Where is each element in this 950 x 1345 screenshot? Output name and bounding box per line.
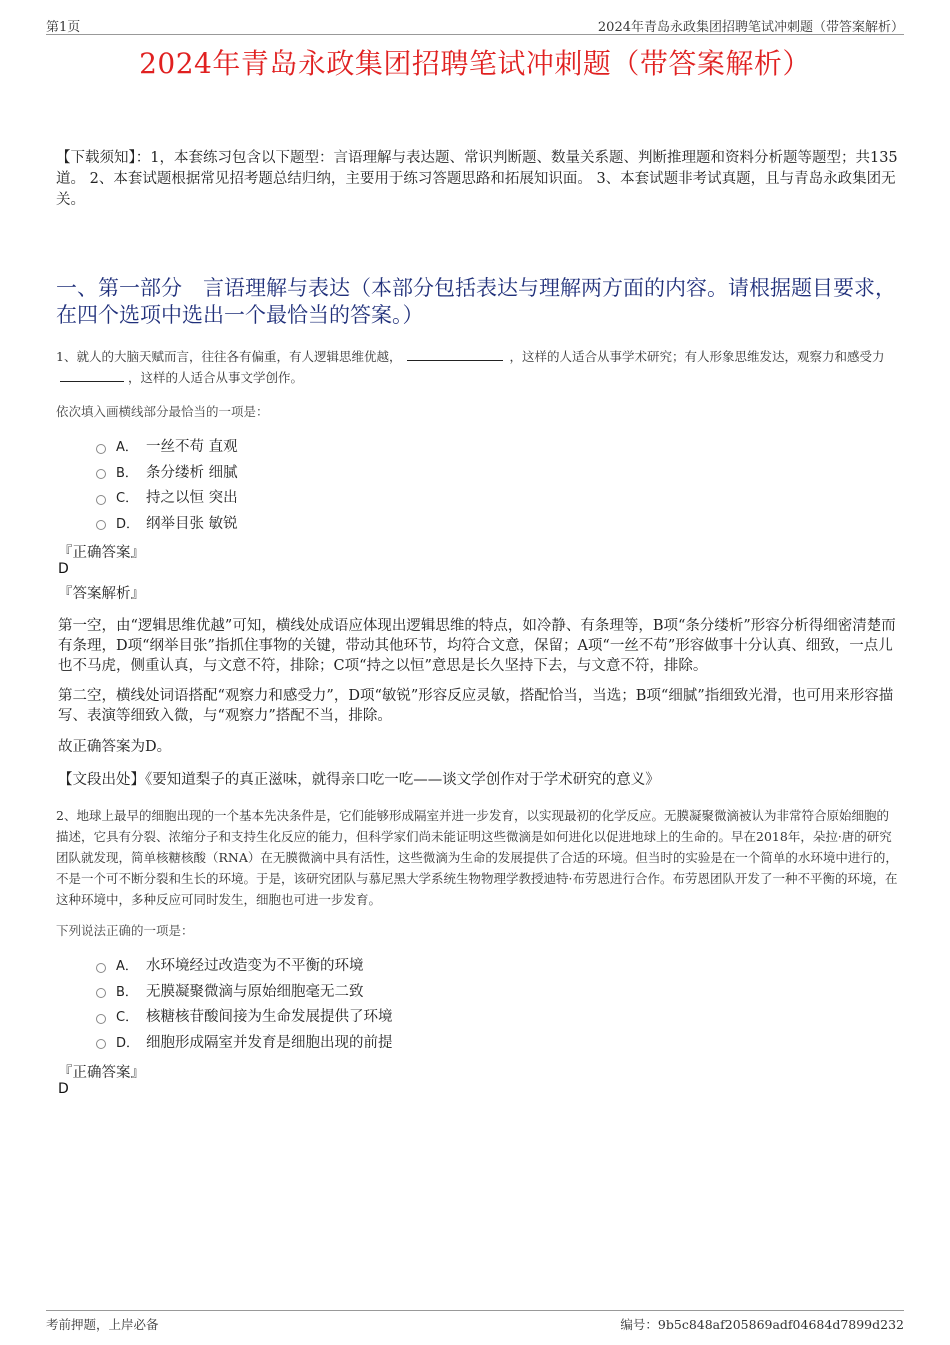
option-text: 细胞形成隔室并发育是细胞出现的前提 — [146, 1034, 393, 1051]
option-text: 纲举目张 敏锐 — [146, 515, 238, 532]
document-title: 2024年青岛永政集团招聘笔试冲刺题（带答案解析） — [139, 47, 811, 80]
answer-value: D — [58, 561, 69, 577]
question-1-text-b: ，这样的人适合从事学术研究；有人形象思维发达，观察力和感受力 — [509, 349, 885, 364]
option-letter: B． — [116, 465, 138, 481]
question-2-options — [96, 952, 393, 1054]
question-1-text-a: 1、就人的大脑天赋而言，往往各有偏重，有人逻辑思维优越， — [56, 349, 402, 364]
option-text: 水环境经过改造变为不平衡的环境 — [146, 958, 364, 975]
option-c[interactable] — [96, 484, 238, 510]
answer-blank-2 — [60, 367, 124, 382]
answer-label: 『正确答案』 — [58, 1065, 145, 1081]
question-1-options — [96, 433, 238, 535]
option-letter: A． — [116, 959, 138, 975]
option-text: 无膜凝聚微滴与原始细胞毫无二致 — [146, 983, 364, 1000]
radio-icon[interactable] — [96, 1039, 106, 1049]
option-letter: A． — [116, 440, 138, 456]
analysis-conclusion: 故正确答案为D。 — [58, 739, 172, 755]
analysis-paragraph-2: 第二空，横线处词语搭配“观察力和感受力”，D项“敏锐”形容反应灵敏，搭配恰当，当选；B项“细腻”指细致光滑，也可用来形容描写、表演等细致入微，与“观察力”搭配不当，排除。 — [58, 688, 894, 724]
radio-icon[interactable] — [96, 469, 106, 479]
page-footer — [46, 1310, 904, 1333]
answer-value: D — [58, 1081, 69, 1097]
question-1-stem — [56, 346, 900, 388]
analysis-label: 『答案解析』 — [58, 586, 145, 602]
option-a[interactable] — [96, 433, 238, 459]
option-d[interactable] — [96, 510, 238, 536]
radio-icon[interactable] — [96, 963, 106, 973]
option-b[interactable] — [96, 459, 238, 485]
radio-icon[interactable] — [96, 988, 106, 998]
question-1-prompt: 依次填入画横线部分最恰当的一项是： — [56, 404, 269, 419]
question-2-prompt: 下列说法正确的一项是： — [56, 923, 194, 938]
document-id: 编号：9b5c848af205869adf04684d7899d232 — [620, 1317, 904, 1332]
radio-icon[interactable] — [96, 520, 106, 530]
option-text: 核糖核苷酸间接为生命发展提供了环境 — [146, 1009, 393, 1026]
answer-blank-1 — [407, 346, 503, 361]
option-letter: D． — [116, 1035, 140, 1051]
question-2-stem: 2、地球上最早的细胞出现的一个基本先决条件是，它们能够形成隔室并进一步发育，以实现最初的化学反应。无膜凝聚微滴被认为非常符合原始细胞的描述，它具有分裂、浓缩分子和支持生化反应的能力，但科学家们尚未能证明这些微滴是如何进化以促进地球上的生命的。早在2018年，朵拉·唐的研究团队就发现，简单核糖核酸（RNA）在无膜微滴中具有活性，这些微滴为生命的发展提供了合适的环境。但当时的实验是在一个简单的水环境中进行的，不是一个可不断分裂和生长的环境。于是，该研究团队与慕尼黑大学系统生物物理学教授迪特·布劳恩进行合作。布劳恩团队开发了一种不平衡的环境，在这种环境中，多种反应可同时发生，细胞也可进一步发育。 — [56, 808, 898, 907]
option-letter: C． — [116, 1010, 139, 1026]
radio-icon[interactable] — [96, 495, 106, 505]
footer-slogan: 考前押题，上岸必备 — [46, 1317, 159, 1332]
option-text: 一丝不苟 直观 — [146, 439, 238, 456]
option-a[interactable] — [96, 952, 393, 978]
page-header — [46, 14, 904, 35]
analysis-paragraph-1: 第一空，由“逻辑思维优越”可知，横线处成语应体现出逻辑思维的特点，如冷静、有条理等，B项“条分缕析”形容分析得细密清楚而有条理，D项“纲举目张”指抓住事物的关键，带动其他环节，均符合文意，保留；A项“一丝不苟”形容做事十分认真、细致，一点儿也不马虎，侧重认真，与文意不符，排除；C项“持之以恒”意思是长久坚持下去，与文意不符，排除。 — [58, 618, 896, 674]
option-letter: B． — [116, 984, 138, 1000]
section-title: 一、第一部分 言语理解与表达（本部分包括表达与理解两方面的内容。请根据题目要求，在四个选项中选出一个最恰当的答案。） — [56, 276, 896, 327]
header-doc-title: 2024年青岛永政集团招聘笔试冲刺题（带答案解析） — [597, 20, 904, 35]
answer-label: 『正确答案』 — [58, 545, 145, 561]
option-text: 条分缕析 细腻 — [146, 464, 238, 481]
option-b[interactable] — [96, 978, 393, 1004]
source-citation: 【文段出处】《要知道梨子的真正滋味，就得亲口吃一吃——谈文学创作对于学术研究的意义》 — [58, 772, 660, 788]
option-letter: D． — [116, 516, 140, 532]
download-notice: 【下载须知】：1，本套练习包含以下题型：言语理解与表达题、常识判断题、数量关系题、判断推理题和资料分析题等题型；共135道。 2、本套试题根据常见招考题总结归纳，主要用于练习答题思路和拓展知识面。 3、本套试题非考试真题，且与青岛永政集团无关。 — [56, 150, 898, 208]
option-d[interactable] — [96, 1029, 393, 1055]
radio-icon[interactable] — [96, 1014, 106, 1024]
option-c[interactable] — [96, 1003, 393, 1029]
option-text: 持之以恒 突出 — [146, 490, 238, 507]
radio-icon[interactable] — [96, 444, 106, 454]
option-letter: C． — [116, 491, 139, 507]
question-1-text-c: ，这样的人适合从事文学创作。 — [128, 370, 304, 385]
page-number: 第1页 — [46, 20, 81, 35]
